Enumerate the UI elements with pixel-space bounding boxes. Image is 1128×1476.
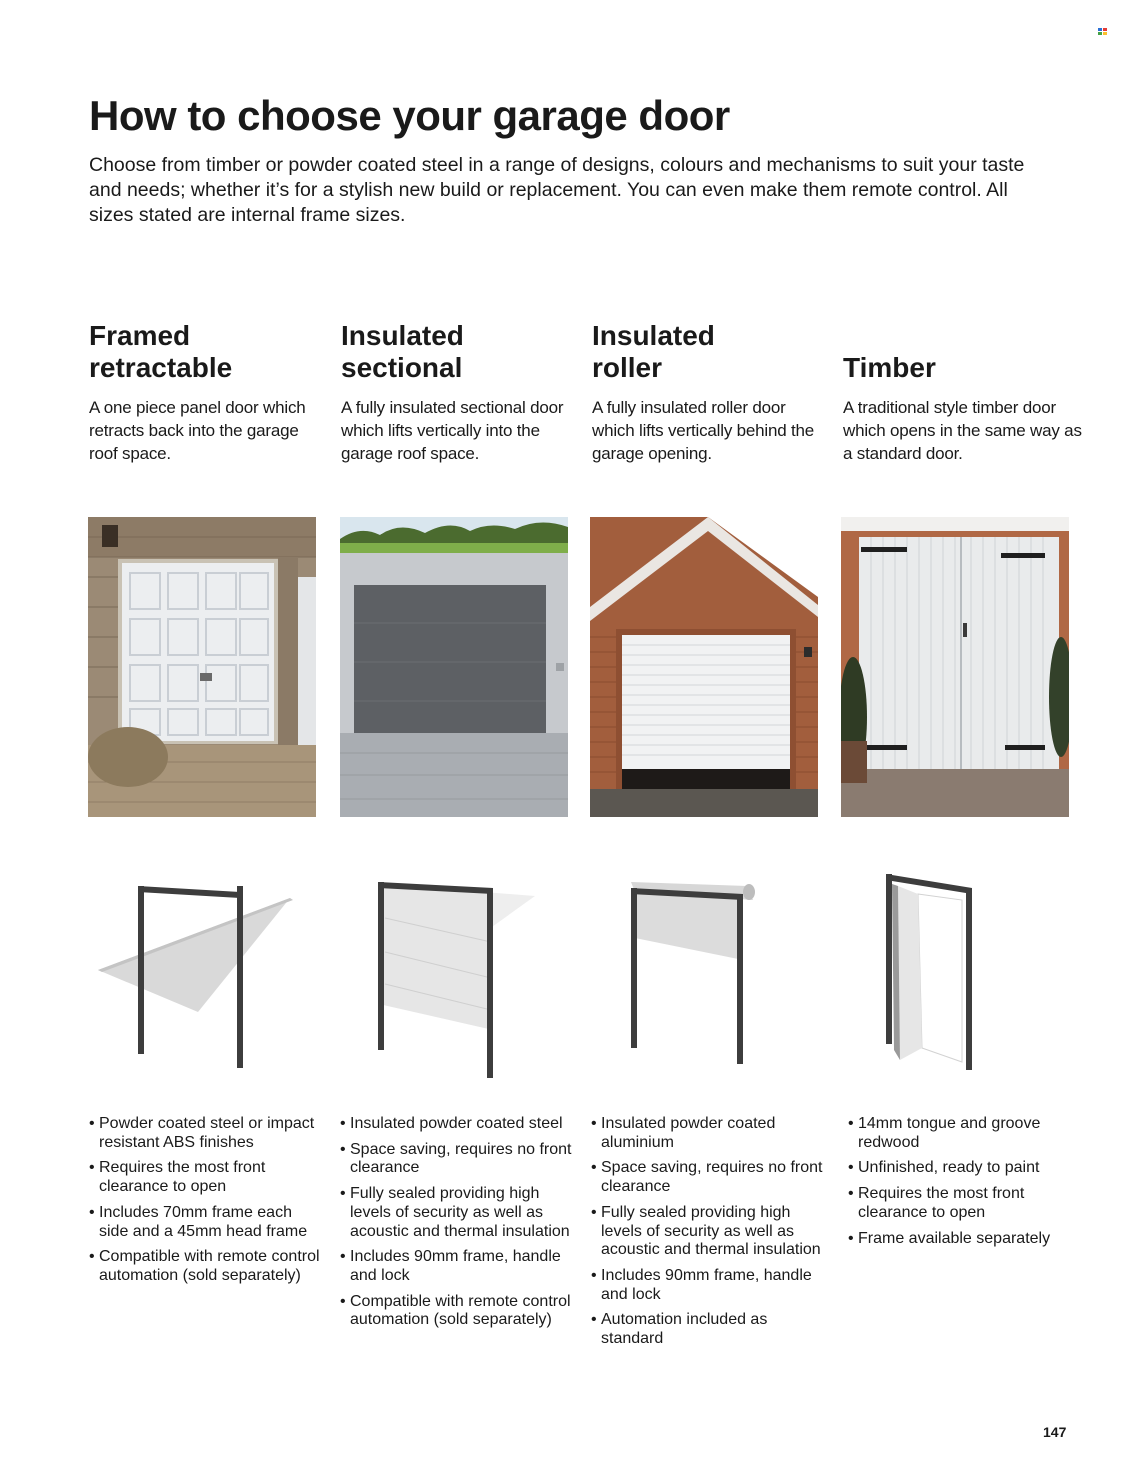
list-item: • Automation included as standard <box>591 1311 826 1348</box>
timber-door-photo <box>841 517 1069 817</box>
door-type-heading <box>89 318 329 384</box>
door-type-description: A fully insulated sectional door which lifts vertically into the garage roof space. <box>341 398 564 463</box>
list-item: • 14mm tongue and groove redwood <box>848 1115 1083 1152</box>
feature-list-insulated-roller <box>591 1115 826 1356</box>
door-type-heading-line1: Framed <box>89 320 191 351</box>
door-type-heading-line1: Insulated <box>341 320 464 351</box>
door-type-heading-line1: Insulated <box>592 320 715 351</box>
door-type-description: A traditional style timber door which opens in the same way as a standard door. <box>843 398 1082 463</box>
door-type-heading <box>341 318 581 384</box>
list-item: • Includes 90mm frame, handle and lock <box>591 1267 826 1304</box>
list-item: • Insulated powder coated aluminium <box>591 1115 826 1152</box>
list-item: • Fully sealed providing high levels of security as well as acoustic and thermal insulation <box>340 1185 575 1241</box>
timber-door-diagram-icon <box>842 872 1070 1082</box>
door-type-heading-line2: roller <box>592 352 663 383</box>
framed-retractable-door-photo <box>88 517 316 817</box>
insulated-roller-door-photo <box>590 517 818 817</box>
list-item: • Includes 90mm frame, handle and lock <box>340 1248 575 1285</box>
list-item: • Unfinished, ready to paint <box>848 1159 1083 1178</box>
list-item: • Compatible with remote control automation (sold separately) <box>340 1293 575 1330</box>
page-number: 147 <box>1043 1424 1067 1440</box>
door-type-heading-line2: Timber <box>843 352 936 383</box>
door-type-description: A fully insulated roller door which lifts vertically behind the garage opening. <box>592 398 815 463</box>
list-item: • Requires the most front clearance to open <box>848 1185 1083 1222</box>
list-item: • Powder coated steel or impact resistant ABS finishes <box>89 1115 324 1152</box>
sectional-door-diagram-icon <box>341 872 569 1082</box>
list-item: • Frame available separately <box>848 1230 1083 1249</box>
list-item: • Space saving, requires no front clearance <box>591 1159 826 1196</box>
list-item: • Requires the most front clearance to open <box>89 1159 324 1196</box>
page-title: How to choose your garage door <box>89 92 730 139</box>
door-type-description: A one piece panel door which retracts back into the garage roof space. <box>89 398 306 463</box>
retractable-door-diagram-icon <box>90 872 318 1082</box>
door-type-heading-line2: sectional <box>341 352 463 383</box>
feature-list-framed-retractable <box>89 1115 324 1293</box>
insulated-sectional-door-photo <box>340 517 568 817</box>
list-item: • Fully sealed providing high levels of security as well as acoustic and thermal insulation <box>591 1204 826 1260</box>
door-type-heading <box>592 318 832 384</box>
page-mark-icon <box>1098 28 1108 36</box>
list-item: • Compatible with remote control automation (sold separately) <box>89 1248 324 1285</box>
list-item: • Includes 70mm frame each side and a 45mm head frame <box>89 1204 324 1241</box>
roller-door-diagram-icon <box>591 872 819 1082</box>
feature-list-insulated-sectional <box>340 1115 575 1337</box>
list-item: • Space saving, requires no front clearance <box>340 1141 575 1178</box>
intro-paragraph: Choose from timber or powder coated steel in a range of designs, colours and mechanisms to suit your taste and needs; whether it’s for a stylish new build or replacement. You can even make them remote control. All sizes stated are internal frame sizes. <box>89 154 1025 226</box>
list-item: • Insulated powder coated steel <box>340 1115 575 1134</box>
door-type-heading <box>843 318 1083 384</box>
feature-list-timber <box>848 1115 1083 1255</box>
door-type-heading-line2: retractable <box>89 352 233 383</box>
